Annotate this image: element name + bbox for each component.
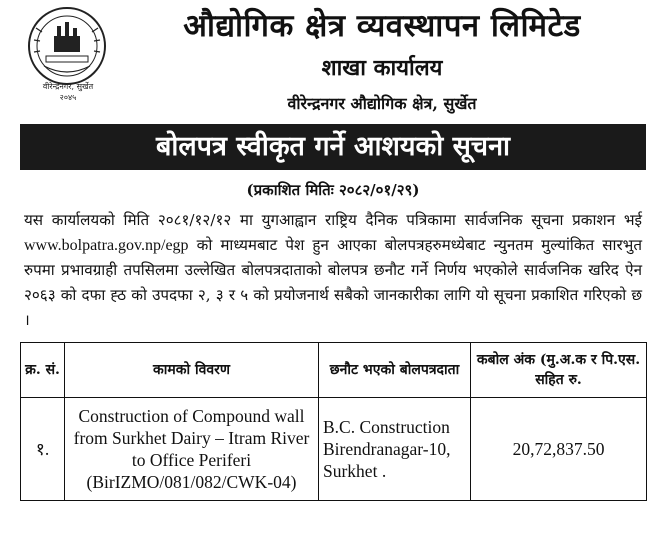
notice-body-part1: यस कार्यालयको मिति २०८१/१२/१२ मा युगआह्वान राष्ट्रिय दैनिक पत्रिकामा सार्वजनिक सूचना प्रकाशन भई [24, 211, 642, 229]
office-location: वीरेन्द्रनगर औद्योगिक क्षेत्र, सुर्खेत [287, 94, 477, 113]
bid-table [20, 342, 647, 501]
cell-description: Construction of Compound wall from Surkhet Dairy – Itram River to Office Periferi (BirIZMO/081/082/CWK-04) [65, 398, 319, 501]
organization-name: औद्योगिक क्षेत्र व्यवस्थापन लिमिटेड [183, 8, 581, 44]
cell-bidder: B.C. Construction Birendranagar-10, Surkhet . [319, 398, 471, 501]
notice-title: बोलपत्र स्वीकृत गर्ने आशयको सूचना [20, 124, 646, 170]
branch-office: शाखा कार्यालय [321, 55, 443, 81]
header-sn: क्र. सं. [21, 343, 65, 398]
notice-body-part2: को माध्यमबाट पेश हुन आएका बोलपत्रहरुमध्येबाट न्युनतम मुल्यांकित सारभुत रुपमा प्रभावग्राही तपसिलमा उल्लेखित बोलपत्रदाताको बोलपत्र छनौट गर्ने निर्णय भएकोले सार्वजनिक खरिद ऐन २०६३ को दफा ह्ठ को उपदफा २, ३ र ५ को प्रयोजनार्थ सबैको जानकारीका लागि यो सूचना प्रकाशित गरिएको छ । [24, 236, 642, 329]
cell-amount: 20,72,837.50 [471, 398, 647, 501]
logo-year-text: २०४५ [59, 93, 77, 102]
header-description: कामको विवरण [65, 343, 319, 398]
header-bidder: छनौट भएको बोलपत्रदाता [319, 343, 471, 398]
egp-url: www.bolpatra.gov.np/egp [24, 237, 189, 254]
table-row [21, 398, 647, 501]
header-amount: कबोल अंक (मु.अ.क र पि.एस. सहित रु. [471, 343, 647, 398]
logo-location-text: वीरेन्द्रनगर, सुर्खेत [42, 82, 94, 91]
industrial-emblem-icon [24, 6, 110, 92]
table-header-row [21, 343, 647, 398]
published-date: (प्रकाशित मितिः २०८२/०१/२९) [246, 181, 420, 199]
cell-sn: १. [21, 398, 65, 501]
notice-body [24, 208, 642, 333]
